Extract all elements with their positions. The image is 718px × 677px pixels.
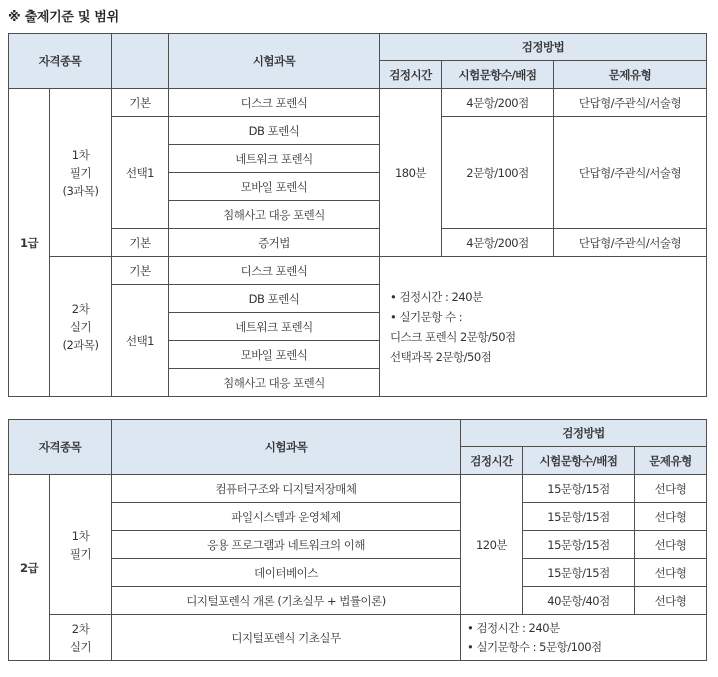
practical-note: • 검정시간 : 240분 • 실기문항 수 : 디스크 포렌식 2문항/50점 선택과목 2문항/50점 [380, 257, 707, 397]
header-group [112, 34, 169, 89]
level1-exam-table [8, 33, 707, 397]
header-type: 문제유형 [554, 61, 707, 89]
subject-cell: 네트워크 포렌식 [169, 145, 380, 173]
group-cell: 기본 [112, 257, 169, 285]
group-cell: 기본 [112, 89, 169, 117]
count-cell: 4문항/200점 [442, 229, 554, 257]
type-cell: 선다형 [635, 559, 707, 587]
header-count: 시험문항수/배점 [442, 61, 554, 89]
page-heading: ※ 출제기준 및 범위 [8, 10, 119, 25]
group-cell: 선택1 [112, 117, 169, 229]
subject-cell: DB 포렌식 [169, 117, 380, 145]
header-method: 검정방법 [461, 420, 707, 447]
count-cell: 40문항/40점 [523, 587, 635, 615]
count-cell: 15문항/15점 [523, 559, 635, 587]
header-method: 검정방법 [380, 34, 707, 61]
subject-cell: 네트워크 포렌식 [169, 313, 380, 341]
type-cell: 선다형 [635, 531, 707, 559]
group-cell: 선택1 [112, 285, 169, 397]
subject-cell: DB 포렌식 [169, 285, 380, 313]
time-cell: 120분 [461, 475, 523, 615]
subject-cell: 디지털포렌식 기초실무 [112, 615, 461, 661]
count-cell: 15문항/15점 [523, 475, 635, 503]
type-cell: 단답형/주관식/서술형 [554, 229, 707, 257]
written-label: 1차 필기 [50, 475, 112, 615]
header-time: 검정시간 [461, 447, 523, 475]
type-cell: 단답형/주관식/서술형 [554, 117, 707, 229]
subject-cell: 모바일 포렌식 [169, 341, 380, 369]
time-cell: 180분 [380, 89, 442, 257]
subject-cell: 파일시스템과 운영체제 [112, 503, 461, 531]
subject-cell: 침해사고 대응 포렌식 [169, 201, 380, 229]
header-type: 문제유형 [635, 447, 707, 475]
count-cell: 4문항/200점 [442, 89, 554, 117]
practical-label: 2차 실기 (2과목) [50, 257, 112, 397]
header-subject: 시험과목 [112, 420, 461, 475]
header-subject: 시험과목 [169, 34, 380, 89]
count-cell: 15문항/15점 [523, 531, 635, 559]
subject-cell: 증거법 [169, 229, 380, 257]
subject-cell: 모바일 포렌식 [169, 173, 380, 201]
type-cell: 단답형/주관식/서술형 [554, 89, 707, 117]
subject-cell: 침해사고 대응 포렌식 [169, 369, 380, 397]
header-count: 시험문항수/배점 [523, 447, 635, 475]
type-cell: 선다형 [635, 503, 707, 531]
level-cell: 2급 [9, 475, 50, 661]
type-cell: 선다형 [635, 475, 707, 503]
practical-note: • 검정시간 : 240분 • 실기문항수 : 5문항/100점 [461, 615, 707, 661]
header-qualification: 자격종목 [9, 34, 112, 89]
level-cell: 1급 [9, 89, 50, 397]
header-time: 검정시간 [380, 61, 442, 89]
subject-cell: 디스크 포렌식 [169, 89, 380, 117]
group-cell: 기본 [112, 229, 169, 257]
count-cell: 2문항/100점 [442, 117, 554, 229]
subject-cell: 응용 프로그램과 네트워크의 이해 [112, 531, 461, 559]
subject-cell: 데이터베이스 [112, 559, 461, 587]
written-label: 1차 필기 (3과목) [50, 89, 112, 257]
subject-cell: 디지털포렌식 개론 (기초실무 + 법률이론) [112, 587, 461, 615]
practical-label: 2차 실기 [50, 615, 112, 661]
type-cell: 선다형 [635, 587, 707, 615]
count-cell: 15문항/15점 [523, 503, 635, 531]
subject-cell: 디스크 포렌식 [169, 257, 380, 285]
level2-exam-table [8, 419, 707, 661]
subject-cell: 컴퓨터구조와 디지털저장매체 [112, 475, 461, 503]
header-qualification: 자격종목 [9, 420, 112, 475]
